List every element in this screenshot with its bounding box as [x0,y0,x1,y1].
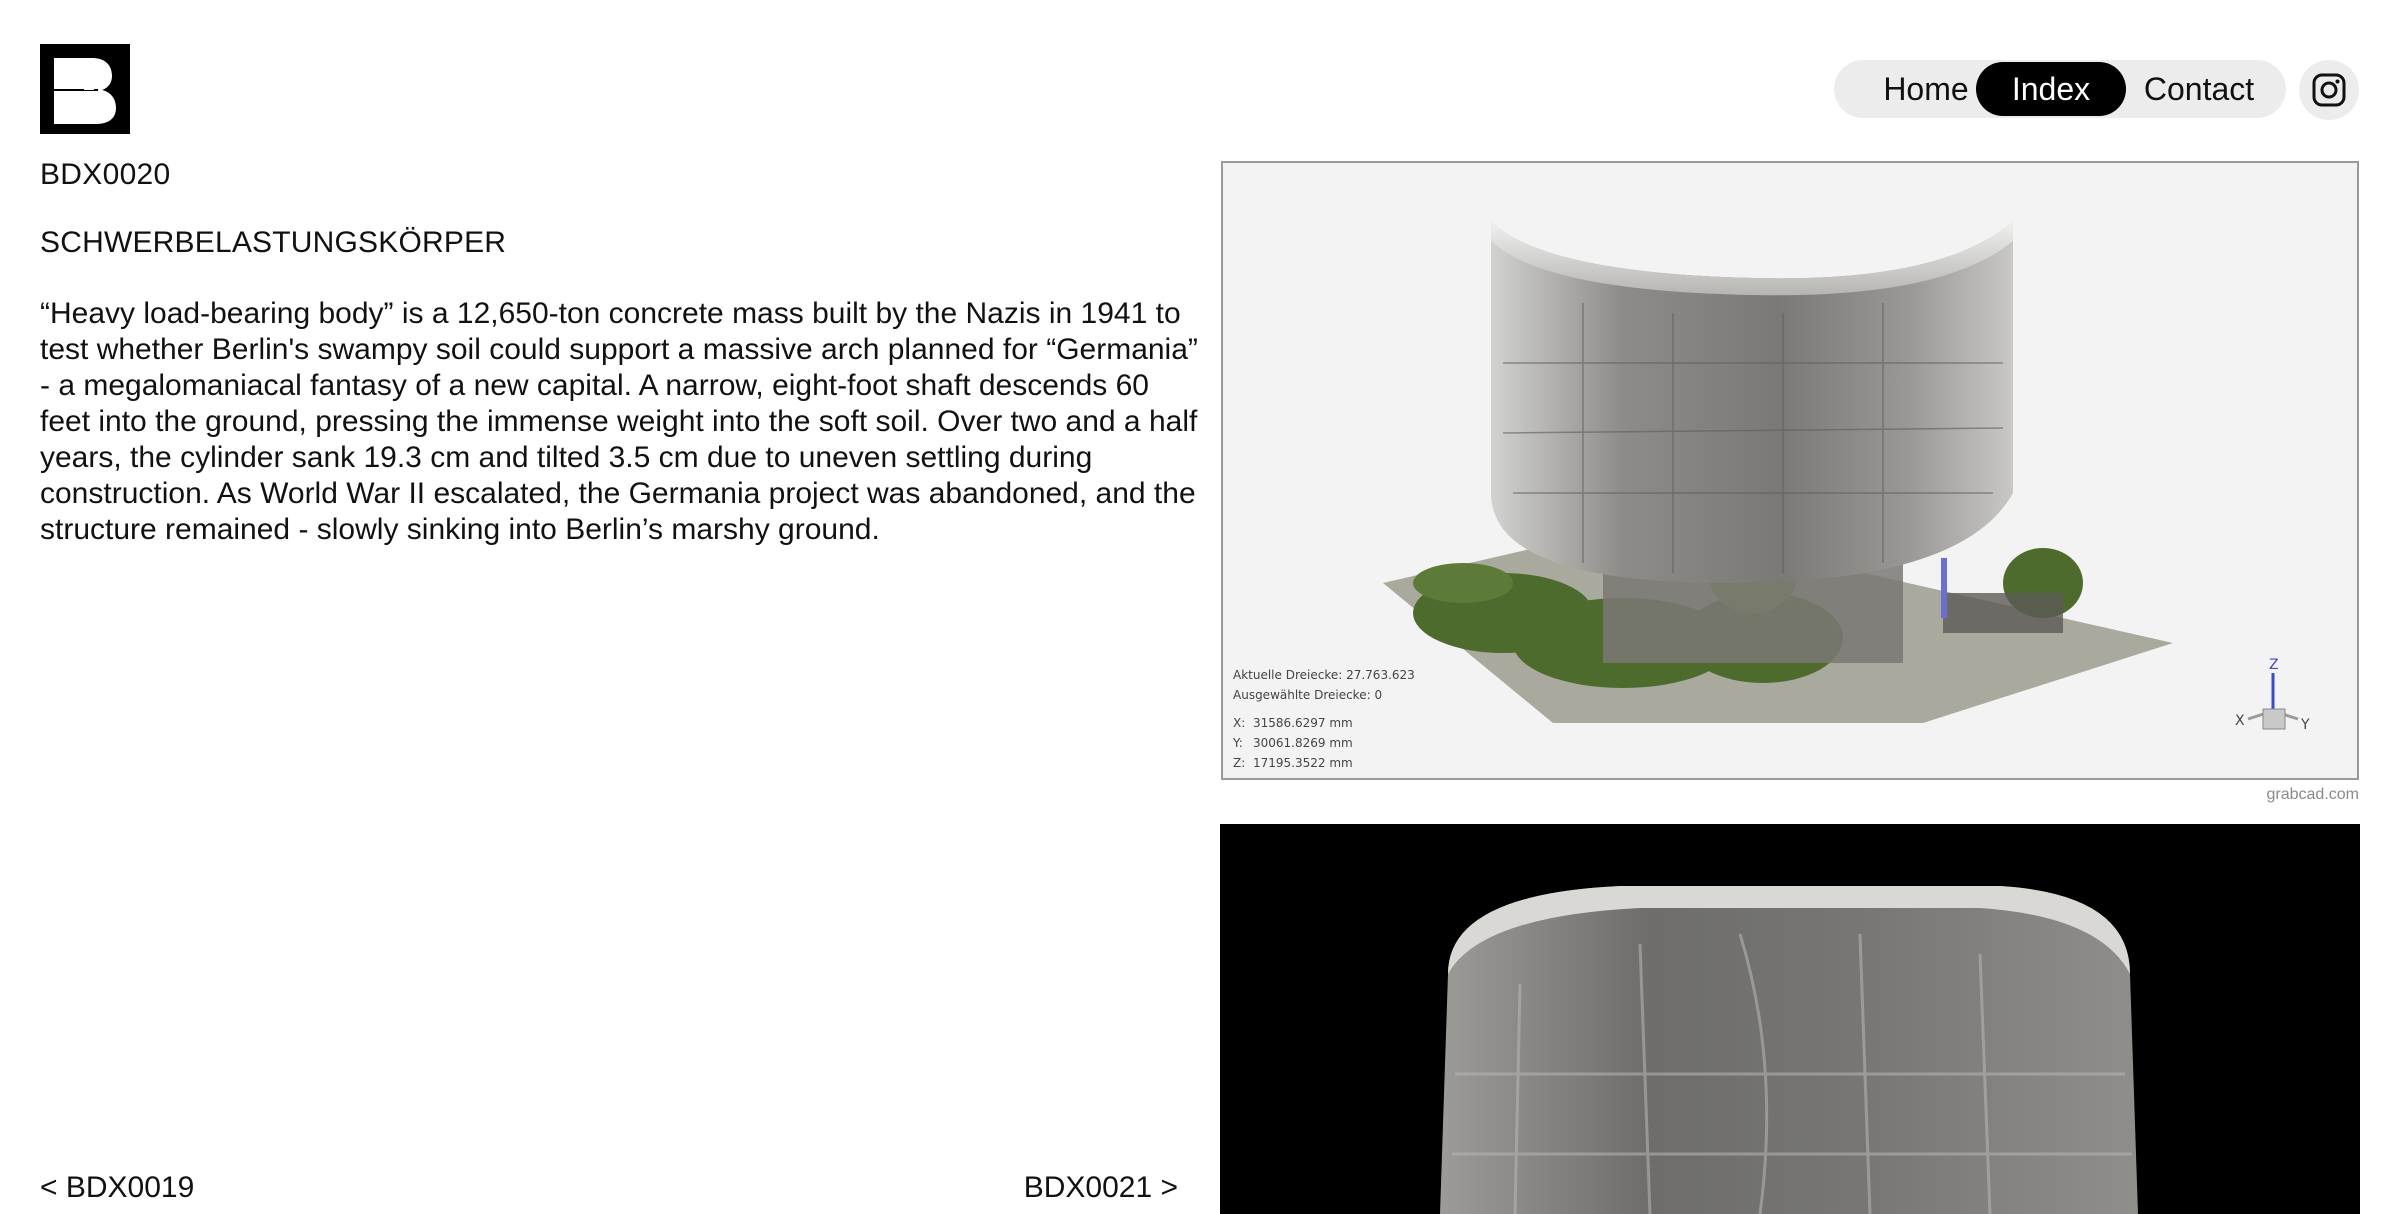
nav-contact[interactable]: Contact [2143,71,2255,107]
coord-z: 17195.3522 mm [1253,756,1353,770]
entry-title: SCHWERBELASTUNGSKÖRPER [40,226,507,259]
stairs [1943,593,2063,633]
axis-z-label: Z [2269,657,2279,673]
point-cloud-scan-image [1221,161,2359,780]
coord-y: 30061.8269 mm [1253,736,1353,750]
coord-x: 31586.6297 mm [1253,716,1353,730]
cylinder-closeup-image [1220,824,2360,1214]
coord-z-label: Z: [1233,756,1246,770]
coordinates-readout [1233,713,1353,773]
previous-entry-link[interactable]: < BDX0019 [40,1171,195,1204]
logo-b-mark [40,44,130,134]
coord-x-label: X: [1233,716,1246,730]
nav-home[interactable]: Home [1883,71,1969,107]
axis-gizmo [2248,673,2298,729]
axis-y-label: Y [2301,717,2310,733]
logo[interactable] [40,44,130,134]
closeup-cylinder-body [1440,886,2138,1214]
cylinder-closeup-render [1220,824,2360,1214]
next-entry-link[interactable]: BDX0021 > [1023,1171,1178,1204]
instagram-button[interactable] [2299,60,2359,120]
main-nav [1834,60,2286,118]
selected-triangles: Ausgewählte Dreiecke: 0 [1233,688,1383,702]
instagram-icon [2311,72,2347,108]
triangle-info [1233,665,1415,705]
axis-x-label: X [2235,713,2245,729]
nav-index-active[interactable]: Index [1976,62,2126,116]
image-credit: grabcad.com [2266,786,2359,803]
current-triangles: Aktuelle Dreiecke: 27.763.623 [1233,668,1415,682]
entry-description: “Heavy load-bearing body” is a 12,650-ton concrete mass built by the Nazis in 1941 to test whether Berlin's swampy soil could support a massive arch planned for “Germania” - a megalomaniacal fantasy of a new capital. A narrow, eight-foot shaft descends 60 feet into the ground, pressing the immense weight into the soft soil. Over two and a half years, the cylinder sank 19.3 cm and tilted 3.5 cm due to uneven settling during construction. As World War II escalated, the Germania project was abandoned, and the structure remained - slowly sinking into Berlin’s marshy ground. [40,297,1198,546]
entry-code: BDX0020 [40,158,171,191]
coord-y-label: Y: [1233,736,1243,750]
